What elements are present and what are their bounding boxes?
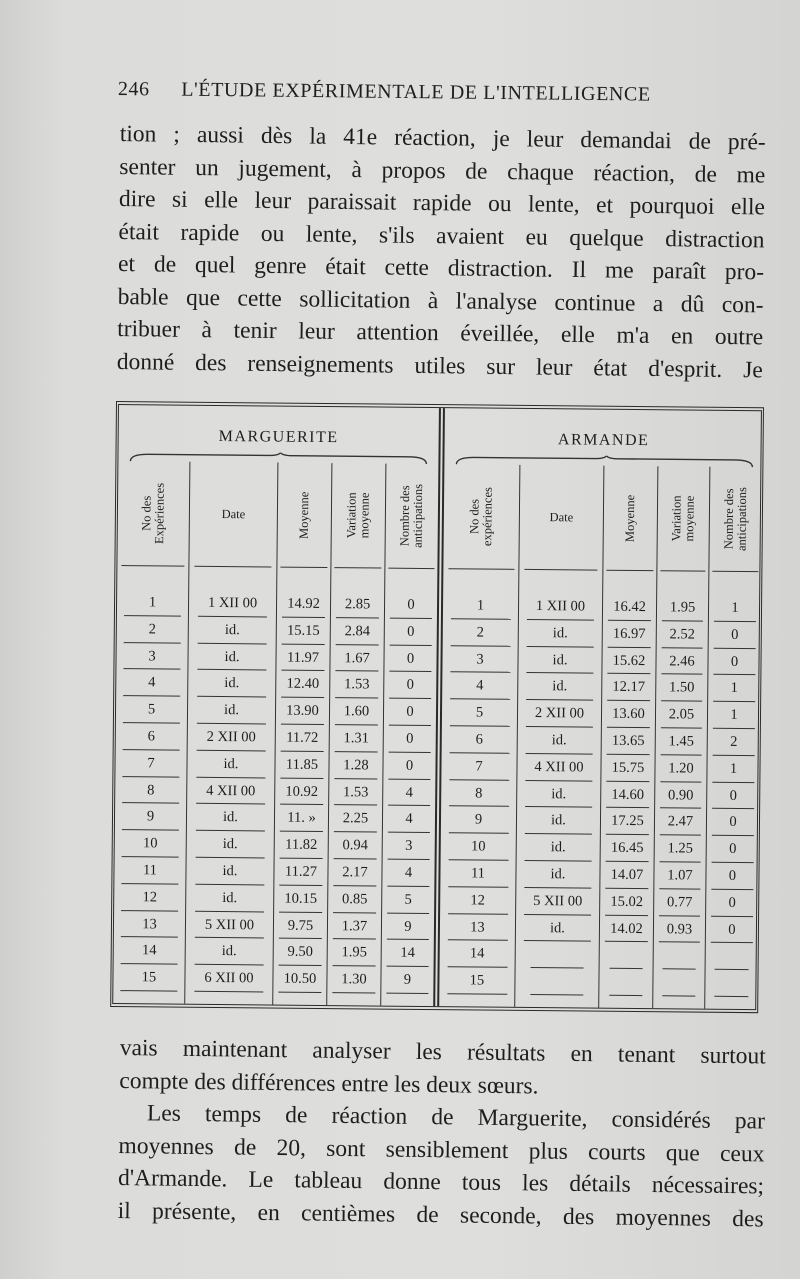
results-table — [110, 401, 764, 1013]
table-cell: 2 — [117, 618, 188, 645]
cells-mean — [599, 596, 656, 998]
table-cell — [653, 971, 704, 998]
table-cell: 10 — [441, 835, 516, 863]
table-cell: 0 — [384, 674, 436, 701]
table-cell: 16.42 — [603, 596, 656, 623]
cells-anticipations — [381, 594, 437, 996]
table-cell: 14.07 — [600, 864, 653, 891]
table-cell: 14 — [382, 942, 434, 969]
header-anticipations: Nombre des anticipations — [721, 487, 750, 552]
table-cell: id. — [516, 863, 599, 891]
table-cell: id. — [187, 752, 274, 780]
group-title-marguerite: MARGUERITE — [218, 427, 339, 447]
table-cell: 6 — [442, 728, 517, 756]
table-cell: 4 — [383, 781, 435, 808]
table-cell: 11.27 — [274, 861, 327, 888]
table-cell: 5 XII 00 — [186, 913, 273, 941]
table-cell: id. — [519, 622, 602, 650]
text-line: Les temps de réaction de Marguerite, considérés par — [146, 1100, 766, 1135]
table-cell: 1 XII 00 — [519, 595, 602, 623]
table-cell: 16.45 — [601, 837, 654, 864]
table-cell: id. — [518, 729, 601, 757]
table-cell: 11.82 — [275, 834, 328, 861]
table-cell: 0.93 — [654, 918, 705, 945]
table-cell: 17.25 — [601, 810, 654, 837]
header-variation: Variation moyenne — [669, 495, 697, 542]
table-cell: 5 XII 00 — [516, 890, 599, 918]
table-cell: 0 — [383, 754, 435, 781]
table-cell: 0 — [707, 811, 759, 838]
table-cell: 13.65 — [602, 730, 655, 757]
text-line: d'Armande. Le tableau donne tous les détails nécessaires; — [117, 1164, 765, 1200]
col-num-marguerite — [113, 461, 190, 1004]
table-cell: 0 — [385, 620, 437, 647]
table-cell: 0 — [708, 650, 760, 677]
table-cell: 1 — [117, 591, 188, 618]
table-cell: 14 — [440, 942, 515, 970]
header-mean: Moyenne — [622, 494, 638, 542]
table-cell: 1.53 — [329, 781, 382, 808]
table-cell: 11.97 — [276, 646, 329, 673]
table-cell: 0 — [707, 838, 759, 865]
paragraph-bottom — [117, 1032, 765, 1235]
table-cell: 7 — [115, 752, 186, 779]
table-cell: 8 — [441, 782, 516, 810]
table-cell: 1.20 — [655, 757, 706, 784]
text-line: et de quel genre était cette distraction. Il me paraît pro- — [117, 250, 765, 286]
table-cell: 2.85 — [331, 593, 384, 620]
table-cell: 1.07 — [654, 864, 705, 891]
table-cell: 3 — [116, 645, 187, 672]
header-anticipations: Nombre des anticipations — [397, 483, 426, 548]
table-cell: 7 — [441, 755, 516, 783]
header-num: No des expériences — [467, 487, 495, 547]
cells-mean — [273, 593, 330, 995]
table-cell: 4 — [382, 862, 434, 889]
table-cell: 1.50 — [656, 677, 707, 704]
table-cell: 8 — [115, 779, 186, 806]
table-cell: 0 — [707, 784, 759, 811]
table-cell: 0 — [706, 918, 758, 945]
table-cell: 1.25 — [655, 837, 706, 864]
group-title-armande: ARMANDE — [557, 431, 650, 450]
text-line: moyennes de 20, sont sensiblement plus courts que ceux — [118, 1132, 765, 1167]
table-cell: id. — [189, 619, 276, 647]
table-cell: 11. » — [275, 807, 328, 834]
table-cell: 9 — [382, 915, 434, 942]
table-cell: id. — [188, 672, 275, 700]
table-cell: 9 — [381, 969, 433, 996]
table-cell: 11 — [114, 859, 185, 886]
text-line: était rapide ou lente, s'ils avaient eu quelque distraction — [118, 218, 765, 253]
table-cell: 0.85 — [328, 888, 381, 915]
table-cell: 1.28 — [329, 754, 382, 781]
table-cell: 4 — [383, 808, 435, 835]
col-mean-armande — [599, 466, 658, 1008]
text-line: dire si elle leur paraissait rapide ou lente, et pourquoi elle — [118, 185, 766, 221]
table-cell: id. — [186, 940, 273, 968]
table-cell: 12.17 — [602, 676, 655, 703]
table-cell: 2.25 — [329, 807, 382, 834]
table-cell — [706, 945, 758, 972]
table-cell: 1 XII 00 — [189, 592, 276, 620]
table-cell: 9.75 — [274, 914, 327, 941]
table-cell: 10.15 — [274, 887, 327, 914]
table-cell: 1.31 — [330, 727, 383, 754]
table-cell: 4 — [116, 671, 187, 698]
table-cell: 9 — [441, 809, 516, 837]
running-title: L'ÉTUDE EXPÉRIMENTALE DE L'INTELLIGENCE — [181, 78, 651, 106]
table-cell: 1 — [707, 757, 759, 784]
table-cell — [600, 944, 653, 971]
header-date: Date — [221, 506, 246, 521]
paragraph-top — [117, 118, 766, 386]
text-line: compte des différences entre les deux sœurs. — [119, 1067, 539, 1099]
running-head — [118, 78, 718, 107]
table-cell — [654, 945, 705, 972]
table-cell: 14 — [114, 939, 185, 966]
table-cell: 1.53 — [330, 673, 383, 700]
table-cell: 0.77 — [654, 891, 705, 918]
table-cell: 4 XII 00 — [517, 756, 600, 784]
col-mean-marguerite — [273, 463, 332, 1005]
text-line: vais maintenant analyser les résultats en tenant surtout — [119, 1034, 766, 1070]
table-cell: 12 — [114, 886, 185, 913]
text-line: il présente, en centièmes de seconde, des moyennes des — [117, 1197, 764, 1232]
table-cell: 14.92 — [277, 593, 330, 620]
table-cell: 2.52 — [657, 623, 708, 650]
table-cell: 9 — [115, 805, 186, 832]
cells-anticipations — [705, 597, 761, 999]
table-cell: 11.85 — [275, 753, 328, 780]
table-cell: 15.62 — [602, 649, 655, 676]
table-cell: 13 — [440, 916, 515, 944]
table-cell: 1.67 — [330, 647, 383, 674]
table-cell: 12.40 — [276, 673, 329, 700]
text-line: tion ; aussi dès la 41e réaction, je leur demandai de pré- — [119, 120, 766, 156]
table-cell: 5 — [442, 701, 517, 729]
table-cell: 2.05 — [656, 703, 707, 730]
table-cell: 14.60 — [601, 783, 654, 810]
table-cell: 1 — [443, 594, 518, 622]
table-cell: 2.84 — [331, 620, 384, 647]
cells-date — [185, 592, 276, 995]
table-cell: 2.47 — [655, 811, 706, 838]
table-cell: id. — [187, 833, 274, 861]
table-cell: 1 — [708, 704, 760, 731]
table-cell: id. — [518, 648, 601, 676]
table-cell: 2 XII 00 — [518, 702, 601, 730]
cells-date — [515, 595, 602, 998]
table-cell: 10.92 — [275, 780, 328, 807]
table-half-marguerite — [113, 405, 439, 1006]
table-cell: 15 — [113, 966, 184, 993]
table-cell: 1 — [708, 677, 760, 704]
table-cell: 3 — [383, 835, 435, 862]
table-cell: 0 — [384, 728, 436, 755]
table-cell: 10 — [115, 832, 186, 859]
table-cell: 13.90 — [276, 700, 329, 727]
table-cell: 2.17 — [328, 861, 381, 888]
table-cell: 2 — [708, 731, 760, 758]
table-cell: 15.02 — [600, 890, 653, 917]
table-half-armande — [439, 408, 763, 1009]
table-cell: 1 — [709, 597, 761, 624]
table-cell — [705, 972, 757, 999]
text-line: bable que cette sollicitation à l'analyse continue a dû con- — [117, 283, 764, 318]
cells-num — [113, 591, 188, 994]
table-cell: 1.30 — [327, 968, 380, 995]
table-cell: 0.90 — [655, 784, 706, 811]
col-variation-marguerite — [327, 463, 386, 1005]
header-mean: Moyenne — [296, 491, 312, 539]
table-cell: 0 — [706, 891, 758, 918]
table-cell: 5 — [116, 698, 187, 725]
table-cell: id. — [518, 675, 601, 703]
table-cell — [599, 971, 652, 998]
col-date-armande — [515, 465, 604, 1008]
cells-variation — [327, 593, 384, 995]
table-cell: id. — [188, 699, 275, 727]
table-cell: 10.50 — [273, 968, 326, 995]
table-cell: id. — [516, 916, 599, 944]
table-cell: id. — [186, 886, 273, 914]
table-cell: 1.60 — [330, 700, 383, 727]
header-variation: Variation moyenne — [344, 492, 372, 539]
text-line: donné des renseignements utiles sur leur état d'esprit. Je — [116, 348, 763, 383]
table-cell: 16.97 — [603, 622, 656, 649]
table-cell: 1.37 — [328, 915, 381, 942]
table-cell: 0 — [706, 865, 758, 892]
table-cell: 5 — [382, 888, 434, 915]
table-cell: 1.45 — [656, 730, 707, 757]
col-variation-armande — [653, 466, 710, 1008]
table-cell: 2 — [443, 621, 518, 649]
col-anticipations-armande — [705, 467, 762, 1009]
table-cell: 1.95 — [657, 596, 708, 623]
header-num: No des Expériences — [139, 482, 167, 545]
table-cell: 0 — [385, 594, 437, 621]
table-cell: 6 — [116, 725, 187, 752]
table-cell: 0 — [384, 701, 436, 728]
table-cell: 0 — [709, 623, 761, 650]
table-cell: id. — [517, 782, 600, 810]
table-cell: 11 — [440, 862, 515, 890]
text-line: tribuer à tenir leur attention éveillée, elle m'a en outre — [117, 315, 764, 351]
table-cell — [515, 970, 598, 998]
table-cell: 12 — [440, 889, 515, 917]
table-cell: 11.72 — [276, 727, 329, 754]
col-date-marguerite — [185, 462, 278, 1005]
cells-variation — [653, 596, 708, 998]
table-cell: 13.60 — [602, 703, 655, 730]
text-line: senter un jugement, à propos de chaque réaction, de me — [119, 153, 766, 188]
table-cell: id. — [517, 809, 600, 837]
table-cell: id. — [187, 806, 274, 834]
table-cell: 14.02 — [600, 917, 653, 944]
cells-num — [439, 594, 518, 997]
table-cell: 1.95 — [328, 941, 381, 968]
table-cell: 4 XII 00 — [187, 779, 274, 807]
col-num-armande — [439, 464, 520, 1007]
table-cell: 3 — [442, 648, 517, 676]
table-cell: 2.46 — [656, 650, 707, 677]
table-cell: id. — [517, 836, 600, 864]
table-cell: 6 XII 00 — [185, 967, 272, 995]
header-date: Date — [549, 509, 574, 524]
table-cell: 13 — [114, 913, 185, 940]
table-cell — [516, 943, 599, 971]
page-number: 246 — [117, 78, 150, 101]
table-cell: 0 — [384, 647, 436, 674]
table-cell: 0.94 — [329, 834, 382, 861]
table-cell: 15 — [439, 969, 514, 997]
table-cell: 15.75 — [601, 756, 654, 783]
table-cell: 2 XII 00 — [188, 726, 275, 754]
table-cell: 9.50 — [274, 941, 327, 968]
col-anticipations-marguerite — [381, 464, 438, 1006]
table-cell: 4 — [442, 675, 517, 703]
table-cell: id. — [188, 645, 275, 673]
table-cell: 15.15 — [277, 619, 330, 646]
table-cell: id. — [186, 860, 273, 888]
